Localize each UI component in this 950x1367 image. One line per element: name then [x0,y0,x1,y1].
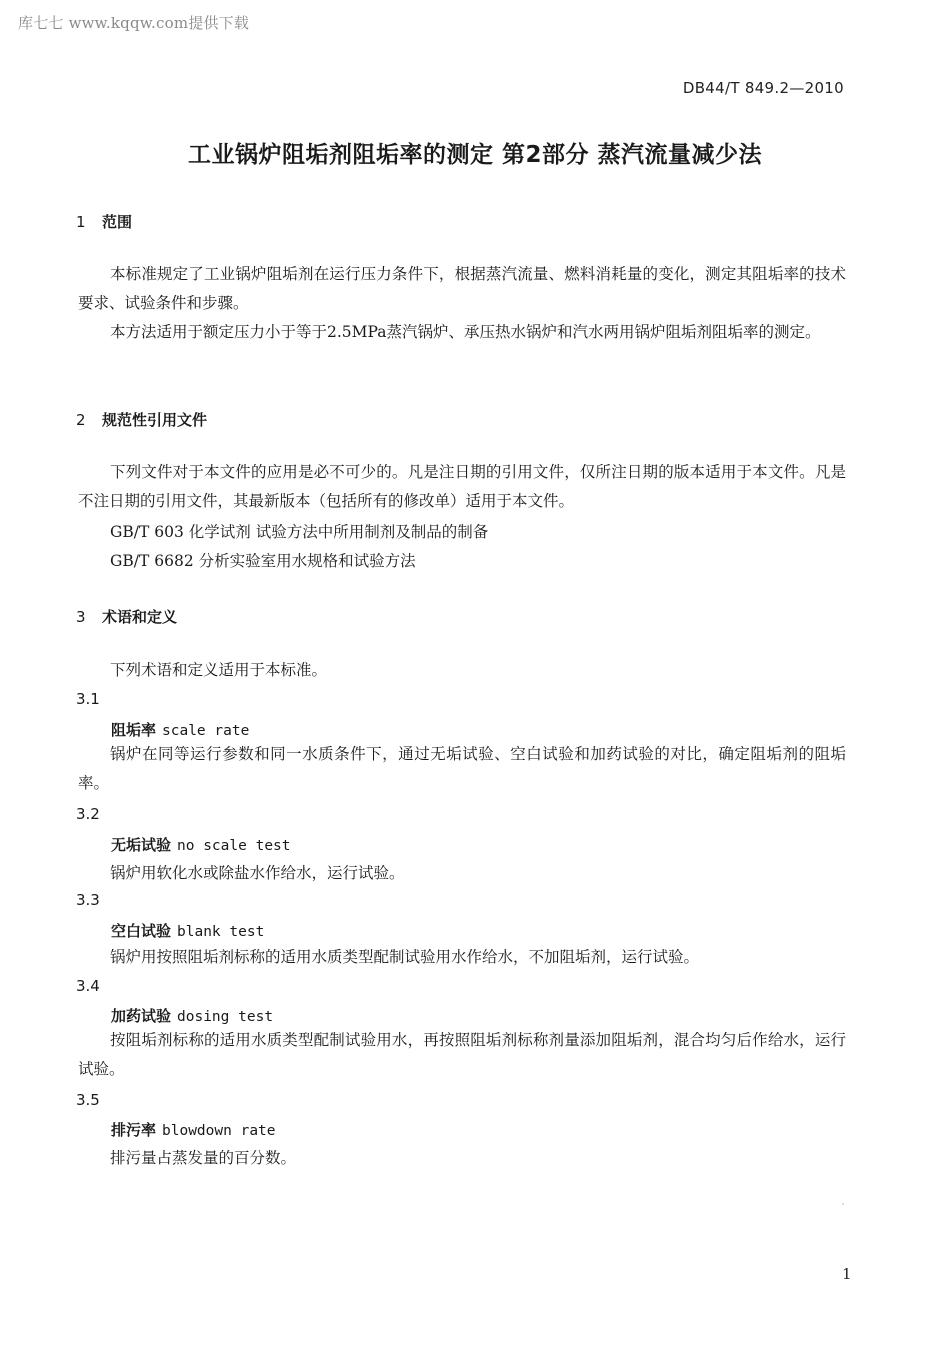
term-title [111,1005,273,1026]
term-title [111,920,264,941]
term-en: blank test [177,924,265,940]
page-number: 1 [842,1265,852,1283]
term-definition: 锅炉用软化水或除盐水作给水，运行试验。 [110,864,405,882]
term-title [111,1119,276,1140]
term-en: dosing test [177,1009,274,1025]
scan-speck [842,1203,844,1205]
section-title: 范围 [102,213,133,231]
section-heading-2 [76,409,207,430]
section-intro: 下列术语和定义适用于本标准。 [110,661,328,679]
section-number: 1 [76,213,86,231]
clause-number: 3.1 [76,690,100,708]
section-title: 规范性引用文件 [102,411,208,429]
paragraph: 本方法适用于额定压力小于等于2.5MPa蒸汽锅炉、承压热水锅炉和汽水两用锅炉阻垢剂阻垢率的测定。 [110,323,821,341]
term-zh: 空白试验 [111,922,172,940]
term-definition: 按阻垢剂标称的适用水质类型配制试验用水，再按照阻垢剂标称剂量添加阻垢剂，混合均匀后作给水，运行试验。 [78,1031,846,1078]
clause-number: 3.5 [76,1091,100,1109]
section-heading-3 [76,606,177,627]
term-en: scale rate [162,723,250,739]
term-zh: 排污率 [111,1121,157,1139]
document-title: 工业锅炉阻垢剂阻垢率的测定 第2部分 蒸汽流量减少法 [187,142,763,168]
reference-item: GB/T 6682 分析实验室用水规格和试验方法 [110,552,416,570]
paragraph: 下列文件对于本文件的应用是必不可少的。凡是注日期的引用文件，仅所注日期的版本适用于本文件。凡是不注日期的引用文件，其最新版本（包括所有的修改单）适用于本文件。 [78,463,846,510]
clause-number: 3.4 [76,977,100,995]
term-zh: 阻垢率 [111,721,157,739]
clause-number: 3.2 [76,805,100,823]
term-zh: 加药试验 [111,1007,172,1025]
paragraph: 本标准规定了工业锅炉阻垢剂在运行压力条件下，根据蒸汽流量、燃料消耗量的变化，测定其阻垢率的技术要求、试验条件和步骤。 [78,265,846,312]
term-zh: 无垢试验 [111,836,172,854]
standard-code: DB44/T 849.2—2010 [682,79,844,97]
reference-item: GB/T 603 化学试剂 试验方法中所用制剂及制品的制备 [110,523,489,541]
clause-number: 3.3 [76,891,100,909]
section-number: 3 [76,608,86,626]
section-number: 2 [76,411,86,429]
term-definition: 锅炉在同等运行参数和同一水质条件下，通过无垢试验、空白试验和加药试验的对比，确定阻垢剂的阻垢率。 [78,745,846,792]
term-definition: 锅炉用按照阻垢剂标称的适用水质类型配制试验用水作给水，不加阻垢剂，运行试验。 [110,948,700,966]
term-definition: 排污量占蒸发量的百分数。 [110,1149,297,1167]
section-title: 术语和定义 [102,608,178,626]
term-title [111,834,291,855]
term-en: no scale test [177,838,291,854]
section-heading-1 [76,211,132,232]
term-title [111,719,249,740]
term-en: blowdown rate [162,1123,276,1139]
watermark-text: 库七七 www.kqqw.com提供下载 [18,14,250,32]
